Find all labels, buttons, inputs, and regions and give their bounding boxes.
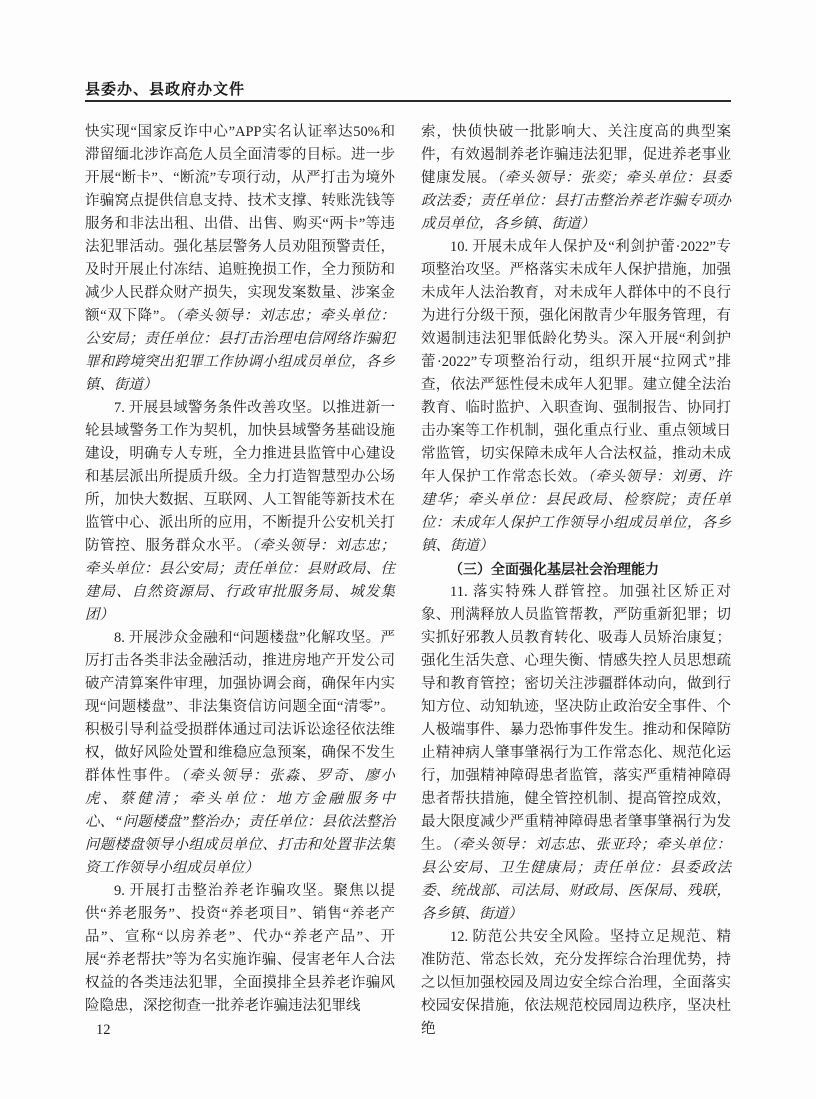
paragraph-10: [421, 236, 731, 558]
paragraph-8: [85, 627, 395, 880]
responsibility-note-text: （牵头领导：刘勇、许建华；牵头单位：县民政局、检察院；责任单位：未成年人保护工作领导小组成员单位，各乡镇、街道）: [421, 469, 732, 554]
responsibility-note-text: （牵头领导：刘志忠；牵头单位：县公安局；责任单位：县财政局、住建局、自然资源局、行政审批服务局、城发集团）: [85, 538, 396, 623]
body-text: 8. 开展涉众金融和“问题楼盘”化解攻坚。严厉打击各类非法金融活动，推进房地产开发公司破产清算案件审理，加强协调会商，确保年内实现“问题楼盘”、非法集资信访问题全面“清零”。积极引导利益受损群体通过司法诉讼途径依法维权，做好风险处置和维稳应急预案，确保不发生群体性事件。: [85, 630, 395, 784]
body-text: 11. 落实特殊人群管控。加强社区矫正对象、刑满释放人员监管帮教，严防重新犯罪；切实抓好邪教人员教育转化、吸毒人员矫治康复；强化生活失意、心理失衡、情感失控人员思想疏导和教育管控；密切关注涉疆群体动向，做到行知方位、动知轨迹，坚决防止政治安全事件、个人极端事件、暴力恐怖事件发生。推动和保障防止精神病人肇事肇祸行为工作常态化、规范化运行，加强精神障碍患者监管，落实严重精神障碍患者帮扶措施，健全管控机制、提高管控成效，最大限度减少严重精神障碍患者肇事肇祸行为发生。: [421, 584, 731, 853]
body-text: 7. 开展县域警务条件改善攻坚。以推进新一轮县域警务工作为契机，加快县域警务基础设施建设，明确专人专班，全力推进县监管中心建设和基层派出所提质升级。全力打造智慧型办公场所，加快大数据、互联网、人工智能等新技术在监管中心、派出所的应用，不断提升公安机关打防管控、服务群众水平。: [85, 400, 395, 554]
section-subheading-3: [421, 558, 731, 581]
body-text: 快实现“国家反诈中心”APP实名认证率达50%和滞留缅北涉诈高危人员全面清零的目标。进一步开展“断卡”、“断流”专项行动，从严打击为境外诈骗窝点提供信息支持、技术支撑、转账洗钱等服务和非法出租、出借、出售、购买“两卡”等违法犯罪活动。强化基层警务人员劝阻预警责任，及时开展止付冻结、追赃挽损工作，全力预防和减少人民群众财产损失，实现发案数量、涉案金额“双下降”。: [85, 124, 395, 324]
body-text: （三）全面强化基层社会治理能力: [449, 561, 659, 577]
responsibility-note-text: （牵头领导：刘志忠、张亚玲；牵头单位：县公安局、卫生健康局；责任单位：县委政法委、统战部、司法局、财政局、医保局、残联，各乡镇、街道）: [421, 837, 732, 922]
responsibility-note-text: （牵头领导：刘志忠；牵头单位：公安局；责任单位：县打击治理电信网络诈骗犯罪和跨境突出犯罪工作协调小组成员单位，各乡镇、街道）: [85, 308, 396, 393]
document-header-title: 县委办、县政府办文件: [85, 81, 246, 98]
body-text: 9. 开展打击整治养老诈骗攻坚。聚焦以提供“养老服务”、投资“养老项目”、销售“养老产品”、宣称“以房养老”、代办“养老产品”、开展“养老帮扶”等为名实施诈骗、侵害老年人合法权益的各类违法犯罪，全面摸排全县养老诈骗风险隐患，深挖彻查一批养老诈骗违法犯罪线: [85, 883, 395, 1014]
paragraph-9-start: [85, 880, 395, 1018]
paragraph-6-continuation: [85, 121, 395, 397]
body-text: 10. 开展未成年人保护及“利剑护蕾·2022”专项整治攻坚。严格落实未成年人保护措施，加强未成年人法治教育，对未成年人群体中的不良行为进行分级干预，强化闲散青少年服务管理，有效遏制违法犯罪低龄化势头。深入开展“利剑护蕾·2022”专项整治行动，组织开展“拉网式”排查，依法严惩性侵未成年人犯罪。建立健全法治教育、临时监护、入职查询、强制报告、协同打击办案等工作机制，强化重点行业、重点领域日常监管，切实保障未成年人合法权益，推动未成年人保护工作常态长效。: [421, 239, 731, 485]
paragraph-9-continuation: [421, 121, 731, 236]
left-column: [85, 121, 395, 1041]
header-rule: [85, 100, 731, 102]
document-body: [85, 121, 731, 1041]
responsibility-note-text: （牵头领导：张淼、罗奇、廖小虎、蔡健清；牵头单位：地方金融服务中心、“问题楼盘”整治办；责任单位：县依法整治问题楼盘领导小组成员单位、打击和处置非法集资工作领导小组成员单位）: [85, 768, 396, 876]
page-number: 12: [96, 1022, 111, 1038]
responsibility-note-text: （牵头领导：张奕；牵头单位：县委政法委；责任单位：县打击整治养老诈骗专项办成员单位，各乡镇、街道）: [421, 170, 731, 232]
body-text: 12. 防范公共安全风险。坚持立足规范、精准防范、常态长效，充分发挥综合治理优势，持之以恒加强校园及周边安全综合治理，全面落实校园安保措施，依法规范校园周边秩序，坚决杜绝: [421, 929, 731, 1037]
right-column: [421, 121, 731, 1041]
body-text: 索，快侦快破一批影响大、关注度高的典型案件，有效遏制养老诈骗违法犯罪，促进养老事业健康发展。: [421, 124, 731, 186]
paragraph-7: [85, 397, 395, 627]
paragraph-12-start: [421, 926, 731, 1041]
paragraph-11: [421, 581, 731, 926]
